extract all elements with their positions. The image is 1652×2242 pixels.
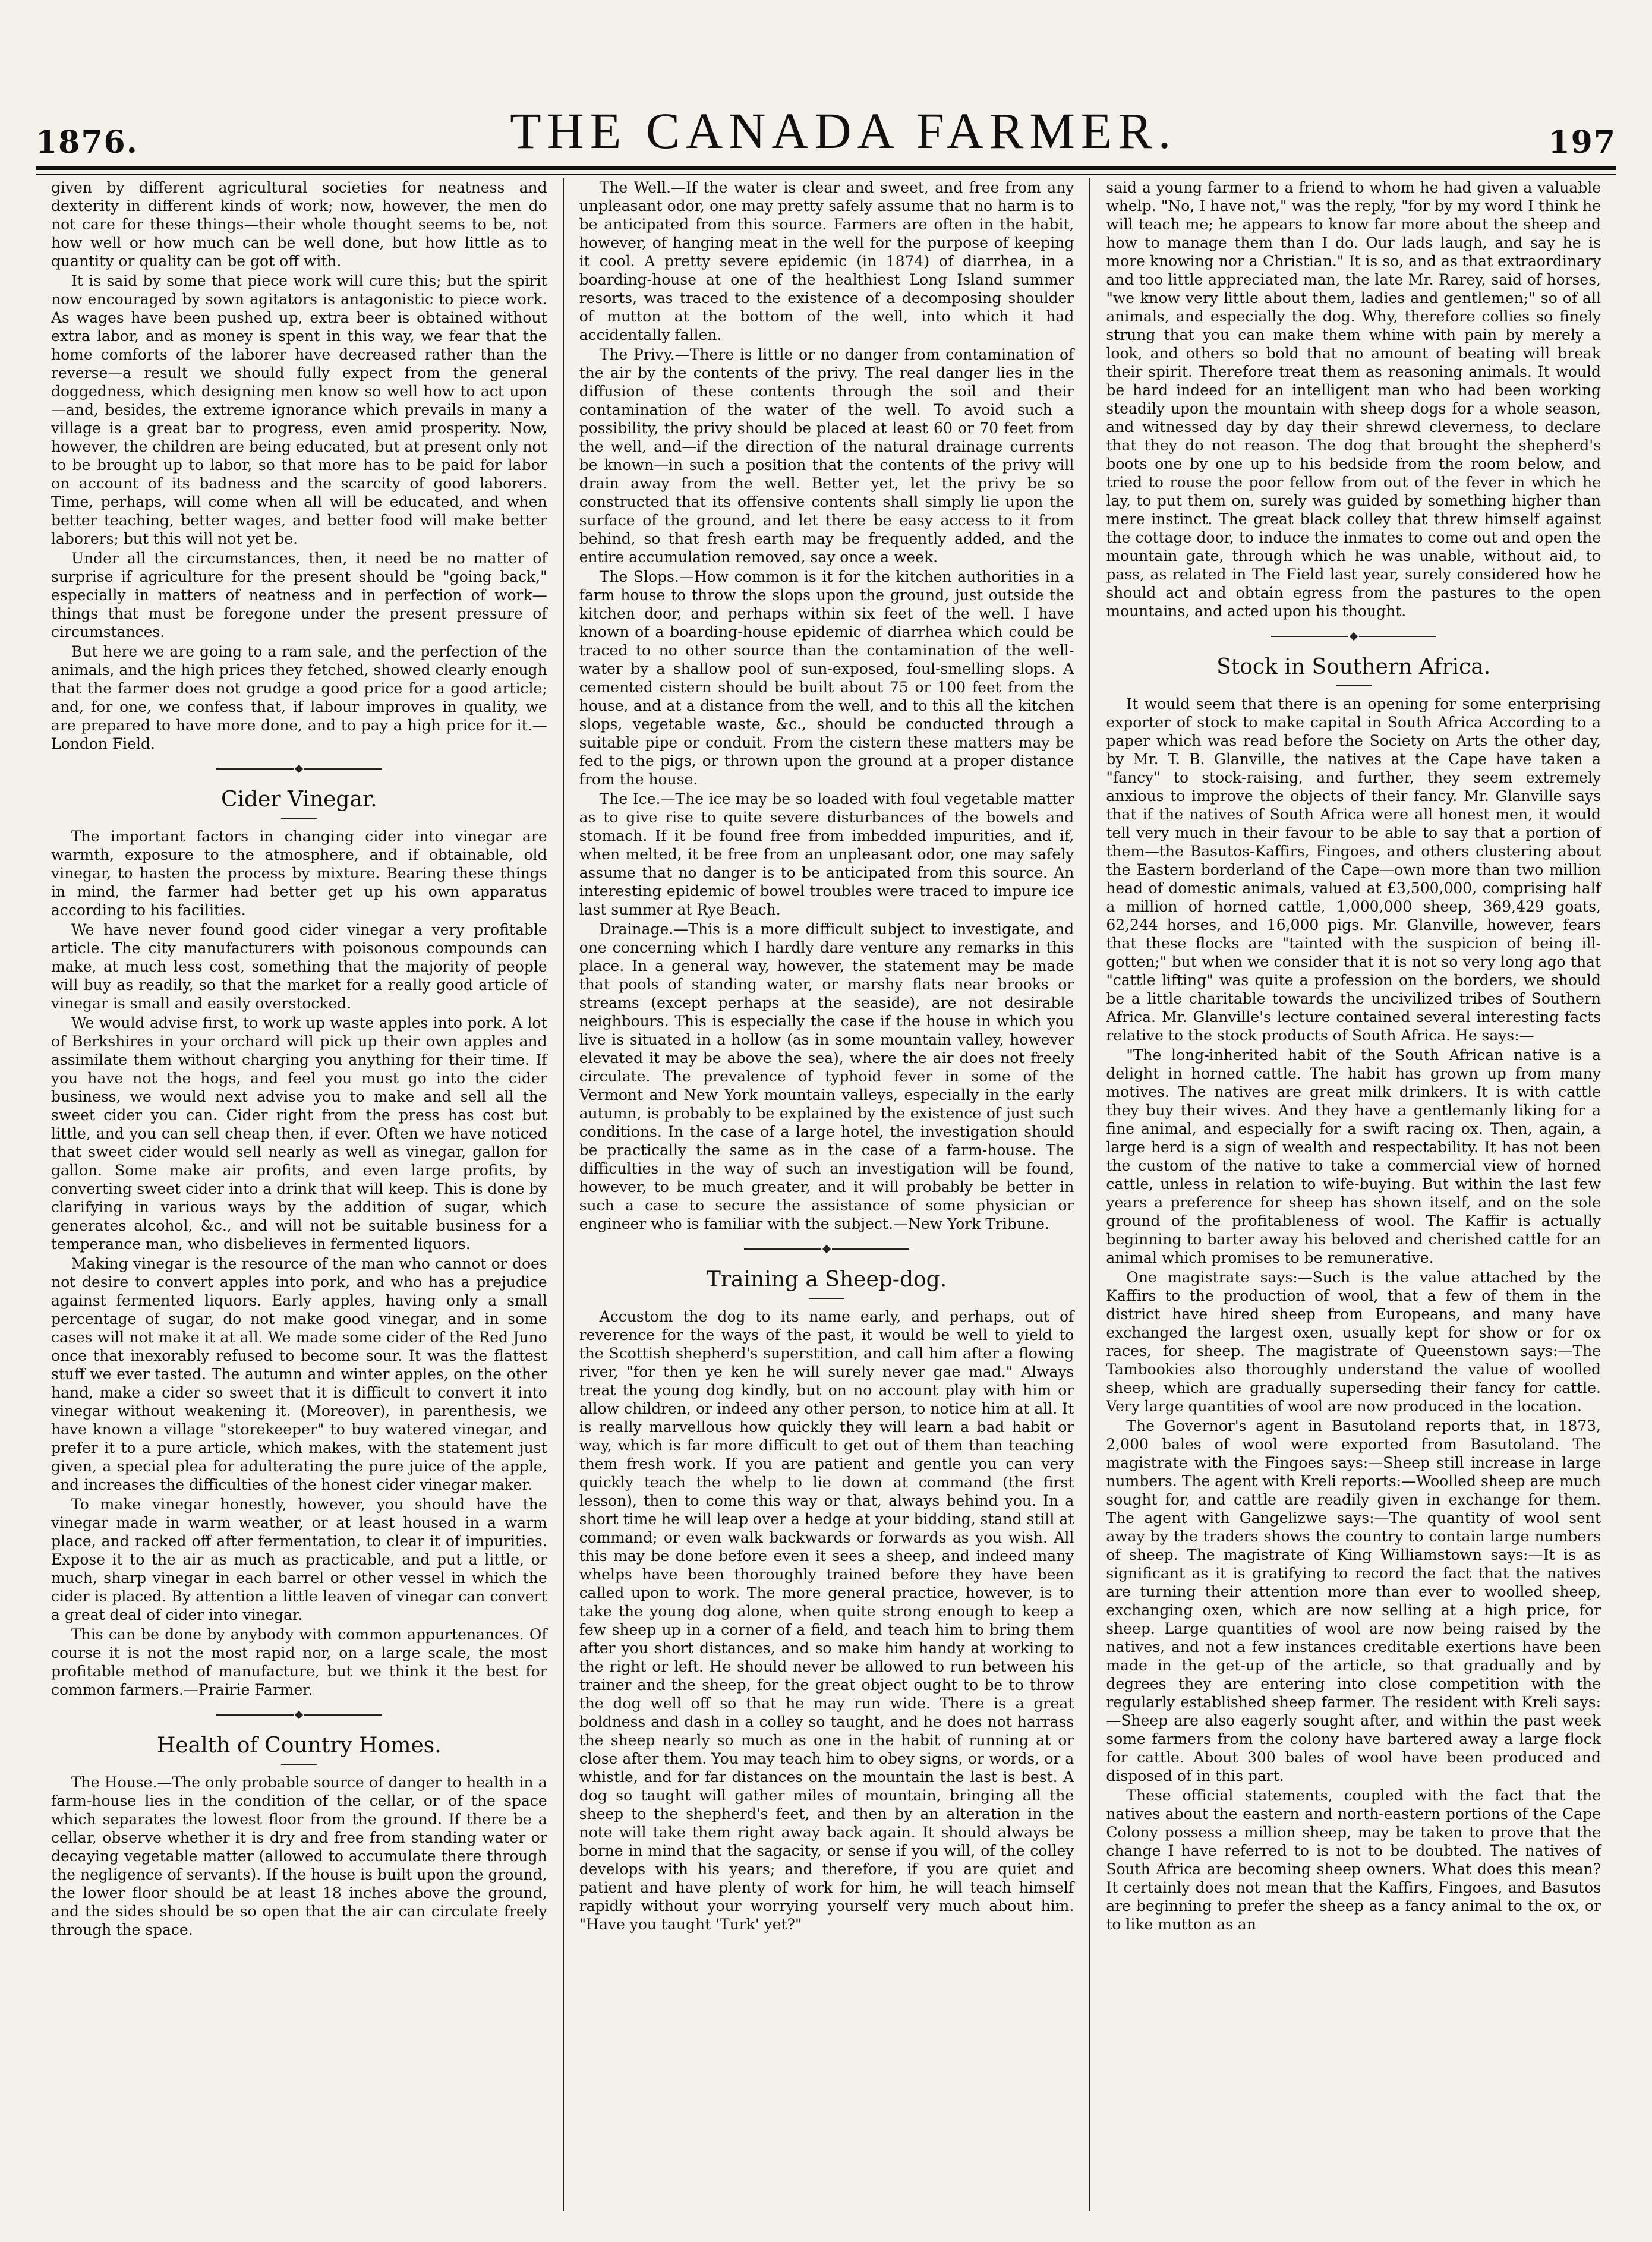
paragraph: said a young farmer to a friend to whom he had given a valuable whelp. "No, I have not," was the reply, "for by my word I think he will teach me; he appears to know far more about the sheep and how to manage them than I do. Our lads laugh, and say he is more knowing nor a Christian." It is so, and as that extraordinary and too little appreciated man, the late Mr. Rarey, said of horses, "we know very little about them, ladies and gentlemen;" so of all animals, and especially the dog. Why, therefore collies so finely strung that you can make them whine with pain by merely a look, and others so bold that no amount of beating will break their spirit. Therefore treat them as reasoning animals. It would be hard indeed for an intelligent man who had been working steadily upon the mountain with sheep dogs for a whole season, and witnessed day by day their shrewd cleverness, to declare that they do not reason. The dog that brought the shepherd's boots one by one up to his bedside from the room below, and tried to rouse the poor fellow from out of the fever in which he lay, to put them on, surely was guided by something higher than mere instinct. The great black colley that threw himself against the cottage door, to induce the inmates to come out and open the mountain gate, through which he was unable, without aid, to pass, as related in The Field last year, surely considered how he should act and obtain egress from the pastures to the open mountains, and acted upon his thought. <box>1106 179 1601 620</box>
paragraph: The Well.—If the water is clear and sweet, and free from any unpleasant odor, one may pretty safely assume that no harm is to be anticipated from this source. Farmers are often in the habit, however, of hanging meat in the well for the purpose of keeping it cool. A pretty severe epidemic (in 1874) of diarrhea, in a boarding-house at one of the healthiest Long Island summer resorts, was traced to the existence of a decomposing shoulder of mutton at the bottom of the well, into which it had accidentally fallen. <box>579 179 1074 343</box>
paragraph: given by different agricultural societies for neatness and dexterity in different kinds of work; now, however, the men do not care for these things—their whole thought seems to be, not how well or how much can be well done, but how little as to quantity or quality can be got off with. <box>51 179 547 270</box>
column-1 <box>36 178 563 2211</box>
paragraph: The Privy.—There is little or no danger from contamination of the air by the contents of the privy. The real danger lies in the diffusion of these contents through the soil and their contamination of the water of the well. To avoid such a possibility, the privy should be placed at least 60 or 70 feet from the well, and—if the direction of the natural drainage currents be known—in such a position that the contents of the privy will drain away from the well. Better yet, let the privy be so constructed that its offensive contents shall simply lie upon the surface of the ground, and let there be easy access to it from behind, so that fresh earth may be frequently added, and the entire accumulation removed, say once a week. <box>579 346 1074 566</box>
paragraph: One magistrate says:—Such is the value attached by the Kaffirs to the production of wool, that a few of them in the district have hired sheep from Europeans, and many have exchanged the largest oxen, usually kept for show or for ox races, for sheep. The magistrate of Queenstown says:—The Tambookies also thoroughly understand the value of woolled sheep, which are gradually superseding their fancy for cattle. Very large quantities of wool are now produced in the location. <box>1106 1269 1601 1415</box>
issue-year: 1876. <box>36 124 138 160</box>
paragraph: The Slops.—How common is it for the kitchen authorities in a farm house to throw the slops upon the ground, just outside the kitchen door, and perhaps within six feet of the well. I have known of a boarding-house epidemic of diarrhea which could be traced to no other source than the contamination of the well-water by a shallow pool of sun-exposed, foul-smelling slops. A cemented cistern should be built about 75 or 100 feet from the house, and at a distance from the well, and to this all the kitchen slops, vegetable waste, &c., should be conducted through a suitable pipe or conduit. From the cistern these matters may be fed to the pigs, or thrown upon the ground at a proper distance from the house. <box>579 568 1074 788</box>
heading-training-a-sheep-dog: Training a Sheep-dog. <box>706 1267 947 1292</box>
page-number: 197 <box>1548 124 1616 160</box>
heading-stock-in-southern-africa: Stock in Southern Africa. <box>1216 655 1491 679</box>
paragraph: The Governor's agent in Basutoland reports that, in 1873, 2,000 bales of wool were exported from Basutoland. The magistrate with the Fingoes says:—Sheep still increase in large numbers. The agent with Kreli reports:—Woolled sheep are much sought for, and cattle are readily given in exchange for them. The agent with Gangelizwe says:—The quantity of wool sent away by the traders shows the country to contain large numbers of sheep. The magistrate of King Williamstown says:—It is as significant as it is gratifying to record the fact that the natives are turning their attention more than ever to woolled sheep, exchanging oxen, which are now selling at a high price, for sheep. Large quantities of wool are now being raised by the natives, and not a few instances creditable exertions have been made in the get-up of the article, so that gradually and by degrees they are entering into close competition with the regularly established sheep farmer. The resident with Kreli says:—Sheep are also eagerly sought after, and within the past week some farmers from the colony have bartered away a large flock for cattle. About 300 bales of wool have been produced and disposed of in this part. <box>1106 1417 1601 1784</box>
section-divider <box>1106 633 1601 639</box>
paragraph: The Ice.—The ice may be so loaded with foul vegetable matter as to give rise to quite severe disturbances of the bowels and stomach. If it be found free from imbedded impurities, and if, when melted, it be free from an unpleasant odor, one may safely assume that no danger is to be anticipated from this source. An interesting epidemic of bowel troubles were traced to impure ice last summer at Rye Beach. <box>579 790 1074 918</box>
paragraph: It is said by some that piece work will cure this; but the spirit now encouraged by sown agitators is antagonistic to piece work. As wages have been pushed up, extra beer is obtained without extra labor, and as money is spent in this way, we fear that the home comforts of the laborer have decreased rather than the reverse—a result we should fully expect from the general doggedness, which designing men know so well how to act upon—and, besides, the extreme ignorance which prevails in many a village is a great bar to progress, even amid prosperity. Now, however, the children are being educated, but at present only not to be brought up to labor, so that more has to be paid for labor on account of its badness and the scarcity of good laborers. Time, perhaps, will come when all will be educated, and when better teaching, better wages, and better food will make better laborers; but this will not yet be. <box>51 272 547 547</box>
heading-underline <box>1336 685 1372 686</box>
masthead <box>36 89 1616 160</box>
paragraph: We would advise first, to work up waste apples into pork. A lot of Berkshires in your orchard will pick up their own apples and assimilate them without charging you anything for their time. If you have not the hogs, and feel you must go into the cider business, we would next advise you to make and sell all the sweet cider you can. Cider right from the press has cost but little, and you can sell cheap then, if ever. Often we have noticed that sweet cider would sell nearly as well as vinegar, gallon for gallon. Some make air profits, and even large profits, by converting sweet cider into a drink that will keep. This is done by clarifying in various ways by the addition of sugar, which generates alcohol, &c., and will not be suitable business for a temperance man, who disbelieves in fermented liquors. <box>51 1014 547 1253</box>
heading-underline <box>281 818 317 819</box>
header-rule-thick <box>36 166 1616 170</box>
heading-underline <box>281 1764 317 1765</box>
paragraph: The important factors in changing cider into vinegar are warmth, exposure to the atmosphere, and if obtainable, old vinegar, to hasten the process by mixture. Bearing these things in mind, the farmer had better get up his own apparatus according to his facilities. <box>51 828 547 919</box>
paragraph: Under all the circumstances, then, it need be no matter of surprise if agriculture for the present should be "going back," especially in matters of neatness and in perfection of work—things that must be foregone under the present pressure of circumstances. <box>51 550 547 641</box>
header-rule-thin <box>36 174 1616 175</box>
article-columns <box>36 178 1616 2211</box>
column-2 <box>563 178 1090 2211</box>
paragraph: We have never found good cider vinegar a very profitable article. The city manufacturers with poisonous compounds can make, at much less cost, something that the majority of people will buy as readily, so that the market for a really good article of vinegar is small and easily overstocked. <box>51 921 547 1012</box>
paragraph: Drainage.—This is a more difficult subject to investigate, and one concerning which I hardly dare venture any remarks in this place. In a general way, however, the statement may be made that pools of standing water, or marshy flats near brooks or streams (except perhaps at the seaside), are not desirable neighbours. This is especially the case if the house in which you live is situated in a hollow (as in some mountain valley, however elevated it may be above the sea), where the air does not freely circulate. The prevalence of typhoid fever in some of the Vermont and New York mountain valleys, especially in the early autumn, is probably to be explained by the existence of just such conditions. In the case of a large hotel, the investigation should be practically the same as in the case of a farm-house. The difficulties in the way of such an investigation will be found, however, to be much greater, and it will probably be better in such a case to secure the assistance of some physician or engineer who is familiar with the subject.—New York Tribune. <box>579 920 1074 1232</box>
paragraph: The House.—The only probable source of danger to health in a farm-house lies in the condition of the cellar, or of the space which separates the lowest floor from the ground. If there be a cellar, observe whether it is dry and free from standing water or decaying vegetable matter (allowed to accumulate there through the negligence of servants). If the house is built upon the ground, the lower floor should be at least 18 inches above the ground, and the sides should be so open that the air can circulate freely through the space. <box>51 1774 547 1938</box>
section-divider <box>51 1712 547 1718</box>
paragraph: Making vinegar is the resource of the man who cannot or does not desire to convert apples into pork, and who has a prejudice against fermented liquors. Early apples, having only a small percentage of sugar, do not make good vinegar, and in some cases will not make it at all. We made some cider of the Red Juno once that inexorably refused to become sour. It was the flattest stuff we ever tasted. The autumn and winter apples, on the other hand, make a cider so sweet that it is difficult to convert it into vinegar without weakening it. (Moreover), in parenthesis, we have known a village "storekeeper" to buy watered vinegar, and prefer it to a pure article, which makes, with the statement just given, a special plea for adulterating the pure juice of the apple, and increases the difficulties of the honest cider vinegar maker. <box>51 1255 547 1493</box>
paragraph: It would seem that there is an opening for some enterprising exporter of stock to make capital in South Africa According to a paper which was read before the Society on Arts the other day, by Mr. T. B. Glanville, the natives at the Cape have taken a "fancy" to stock-raising, and further, they seem extremely anxious to improve the objects of their fancy. Mr. Glanville says that if the natives of South Africa were all honest men, it would tell very much in their favour to be able to say that a portion of them—the Basutos-Kaffirs, Fingoes, and others clustering about the Eastern borderland of the Cape—own more than two million head of domestic animals, valued at £3,500,000, comprising half a million of horned cattle, 1,000,000 sheep, 369,429 goats, 62,244 horses, and 16,000 pigs. Mr. Glanville, however, fears that these flocks are "tainted with the suspicion of being ill-gotten;" but when we consider that it is not so very long ago that "cattle lifting" was quite a profession on the borders, we should be a little charitable towards the uncivilized tribes of Southern Africa. Mr. Glanville's lecture contained several interesting facts relative to the stock products of South Africa. He says:— <box>1106 695 1601 1044</box>
paragraph: This can be done by anybody with common appurtenances. Of course it is not the most rapid nor, on a large scale, the most profitable method of manufacture, but we think it the best for common farmers.—Prairie Farmer. <box>51 1626 547 1698</box>
section-divider <box>579 1246 1074 1252</box>
paragraph: "The long-inherited habit of the South African native is a delight in horned cattle. The habit has grown up from many motives. The natives are great milk drinkers. It is with cattle they buy their wives. And they have a gentlemanly liking for a fine animal, and especially for a swift racing ox. Then, again, a large herd is a sign of wealth and respectability. It has not been the custom of the native to take a commercial view of horned cattle, unless in relation to wife-buying. But within the last few years a preference for sheep has shown itself, and on the sole ground of the profitableness of wool. The Kaffir is actually beginning to barter away his beloved and cherished cattle for an animal which promises to be remunerative. <box>1106 1046 1601 1266</box>
newspaper-title: THE CANADA FARMER. <box>510 102 1177 159</box>
paragraph: These official statements, coupled with the fact that the natives about the eastern and north-eastern portions of the Cape Colony possess a million sheep, may be taken to prove that the change I have referred to is not to be doubted. The natives of South Africa are becoming sheep owners. What does this mean? It certainly does not mean that the Kaffirs, Fingoes, and Basutos are beginning to prefer the sheep as a fancy animal to the ox, or to like mutton as an <box>1106 1787 1601 1933</box>
heading-underline <box>809 1298 844 1299</box>
heading-health-of-country-homes: Health of Country Homes. <box>156 1733 442 1758</box>
heading-cider-vinegar: Cider Vinegar. <box>221 787 377 812</box>
paragraph: To make vinegar honestly, however, you should have the vinegar made in warm weather, or at least housed in a warm place, and racked off after fermentation, to clear it of impurities. Expose it to the air as much as practicable, and put a little, or much, sharp vinegar in each barrel or other vessel in which the cider is placed. By attention a little leaven of vinegar can convert a great deal of cider into vinegar. <box>51 1496 547 1623</box>
paragraph: But here we are going to a ram sale, and the perfection of the animals, and the high prices they fetched, showed clearly enough that the farmer does not grudge a good price for a good article; and, for one, we confess that, if labour improves in quality, we are prepared to have more done, and to pay a high price for it.—London Field. <box>51 643 547 752</box>
section-divider <box>51 766 547 772</box>
column-3 <box>1089 178 1616 2211</box>
paragraph: Accustom the dog to its name early, and perhaps, out of reverence for the ways of the past, it would be well to yield to the Scottish shepherd's superstition, and call him after a flowing river, "for then ye ken he will surely never gae mad." Always treat the young dog kindly, but on no account play with him or allow children, or indeed any other person, to notice him at all. It is really marvellous how quickly they will learn a bad habit or way, which is far more difficult to get out of them than teaching them fresh work. If you are patient and gentle you can very quickly teach the whelp to lie down at command (the first lesson), then to come this way or that, always behind you. In a short time he will leap over a hedge at your bidding, stand still at command; or even walk backwards or forwards as you wish. All this may be done before even it sees a sheep, and indeed many whelps have been thoroughly trained before they have been called upon to work. The more general practice, however, is to take the young dog alone, when quite strong enough to keep a few sheep up in a corner of a field, and teach him to bring them after you short distances, and so make him handy at working to the right or left. He should never be allowed to run between his trainer and the sheep, for the great object ought to be to throw the dog well off so that he may run wide. There is a great boldness and dash in a colley so taught, and he does not harrass the sheep nearly so much as one in the habit of running at or close after them. You may teach him to obey signs, or words, or a whistle, and for far distances on the mountain the last is best. A dog so taught will gather miles of mountain, bringing all the sheep to the shepherd's feet, and then by an alteration in the note will take them right away back again. It should always be borne in mind that the sagacity, or sense if you will, of the colley develops with his years; and therefore, if you are quiet and patient and have plenty of work for him, he will teach himself rapidly without your worrying yourself very much about him. "Have you taught 'Turk' yet?" <box>579 1308 1074 1933</box>
